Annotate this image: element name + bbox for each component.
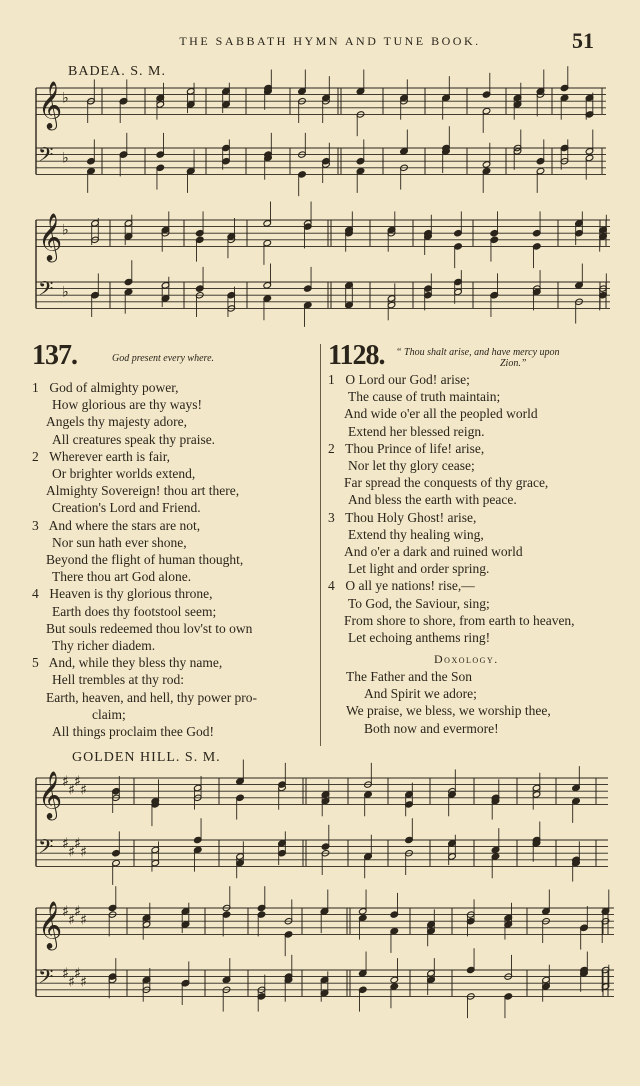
doxology-line: And Spirit we adore; xyxy=(364,686,477,702)
doxology-line: The Father and the Son xyxy=(346,669,472,684)
sharp-icon: ♯ xyxy=(62,835,70,852)
hymn-number-137: 137. xyxy=(32,340,77,371)
verse-line: Creation's Lord and Friend. xyxy=(52,500,201,516)
verse-line: Angels thy majesty adore, xyxy=(46,414,187,430)
verse-line: All creatures speak thy praise. xyxy=(52,431,216,447)
verse-line: From shore to shore, from earth to heaven, xyxy=(344,612,575,628)
bass-clef-icon: 𝄢 xyxy=(38,835,54,864)
verse-line: Let echoing anthems ring! xyxy=(348,630,491,646)
verse-line: Hell trembles at thy rod: xyxy=(52,672,184,688)
verse-line: How glorious are thy ways! xyxy=(52,397,202,413)
verse-line: There thou art God alone. xyxy=(52,569,192,585)
flat-icon: ♭ xyxy=(62,90,69,107)
hymn-137-verses xyxy=(32,379,257,740)
sharp-icon: ♯ xyxy=(74,773,82,790)
flat-icon: ♭ xyxy=(62,284,69,301)
verse-line: 3 And where the stars are not, xyxy=(32,517,201,533)
sharp-icon: ♯ xyxy=(80,782,88,799)
tune-title-golden-hill: GOLDEN HILL. S. M. xyxy=(72,750,221,765)
treble-clef-icon: 𝄞 xyxy=(38,212,63,261)
sharp-icon: ♯ xyxy=(74,835,82,852)
verse-line: Almighty Sovereign! thou art there, xyxy=(46,483,240,499)
verse-line: Beyond the flight of human thought, xyxy=(46,552,244,568)
tune-title-badea: BADEA. S. M. xyxy=(68,64,166,79)
verse-line: Nor sun hath ever shone, xyxy=(52,534,187,550)
hymn-subtitle-137: God present every where. xyxy=(112,353,215,364)
doxology-line: Both now and evermore! xyxy=(364,720,499,736)
verse-line: 3 Thou Holy Ghost! arise, xyxy=(328,509,477,525)
treble-clef-icon: 𝄞 xyxy=(38,900,63,949)
sharp-icon: ♯ xyxy=(74,903,82,920)
verse-line: But souls redeemed thou lov'st to own xyxy=(46,620,253,636)
verse-line: Let light and order spring. xyxy=(348,561,490,577)
sharp-icon: ♯ xyxy=(74,965,82,982)
verse-line: And bless the earth with peace. xyxy=(348,492,517,508)
bass-clef-icon: 𝄢 xyxy=(38,143,54,172)
sharp-icon: ♯ xyxy=(62,903,70,920)
flat-icon: ♭ xyxy=(62,150,69,167)
verse-line: And wide o'er all the peopled world xyxy=(344,406,538,422)
sharp-icon: ♯ xyxy=(68,782,76,799)
verse-line: 2 Thou Prince of life! arise, xyxy=(328,440,485,456)
sharp-icon: ♯ xyxy=(80,974,88,991)
doxology-verses xyxy=(346,668,551,737)
sharp-icon: ♯ xyxy=(80,844,88,861)
sharp-icon: ♯ xyxy=(62,773,70,790)
hymn-1128-verses xyxy=(328,371,575,646)
sharp-icon: ♯ xyxy=(68,844,76,861)
hymn-number-1128: 1128. xyxy=(328,340,385,371)
verse-line: Or brighter worlds extend, xyxy=(52,466,196,482)
doxology-title: Doxology. xyxy=(434,652,499,666)
verse-line: Far spread the conquests of thy grace, xyxy=(344,475,549,491)
verse-line: Thy richer diadem. xyxy=(52,638,156,654)
bass-clef-icon: 𝄢 xyxy=(38,965,54,994)
treble-clef-icon: 𝄞 xyxy=(38,770,63,819)
hymn-subtitle-1128 xyxy=(396,347,560,369)
verse-line: To God, the Saviour, sing; xyxy=(348,595,490,611)
column-divider xyxy=(320,344,321,746)
subtitle-line: Zion.” xyxy=(500,358,527,369)
verse-line: 4 O all ye nations! rise,— xyxy=(328,578,475,594)
verse-line: Extend thy healing wing, xyxy=(348,526,484,542)
verse-line: Earth does thy footstool seem; xyxy=(52,603,217,619)
flat-icon: ♭ xyxy=(62,222,69,239)
sharp-icon: ♯ xyxy=(68,912,76,929)
verse-line: All things proclaim thee God! xyxy=(52,724,214,740)
sharp-icon: ♯ xyxy=(68,974,76,991)
subtitle-line: “ Thou shalt arise, and have mercy upon xyxy=(396,347,560,358)
verse-line: 5 And, while they bless thy name, xyxy=(32,655,223,671)
verse-line: Earth, heaven, and hell, thy power pro- xyxy=(46,689,258,705)
sharp-icon: ♯ xyxy=(62,965,70,982)
verse-line: Nor let thy glory cease; xyxy=(348,458,475,474)
verse-line: And o'er a dark and ruined world xyxy=(344,544,523,560)
verse-line: 2 Wherever earth is fair, xyxy=(32,448,171,464)
verse-line: Extend her blessed reign. xyxy=(348,423,485,439)
sharp-icon: ♯ xyxy=(80,912,88,929)
verse-line: 1 God of almighty power, xyxy=(32,380,179,395)
verse-line: 4 Heaven is thy glorious throne, xyxy=(32,586,213,602)
verse-line: 1 O Lord our God! arise; xyxy=(328,372,470,387)
bass-clef-icon: 𝄢 xyxy=(38,277,54,306)
page-number: 51 xyxy=(572,28,594,53)
treble-clef-icon: 𝄞 xyxy=(38,80,63,129)
verse-line: claim; xyxy=(92,706,126,722)
doxology-line: We praise, we bless, we worship thee, xyxy=(346,703,551,719)
running-title: THE SABBATH HYMN AND TUNE BOOK. xyxy=(179,34,481,48)
verse-line: The cause of truth maintain; xyxy=(348,389,501,405)
